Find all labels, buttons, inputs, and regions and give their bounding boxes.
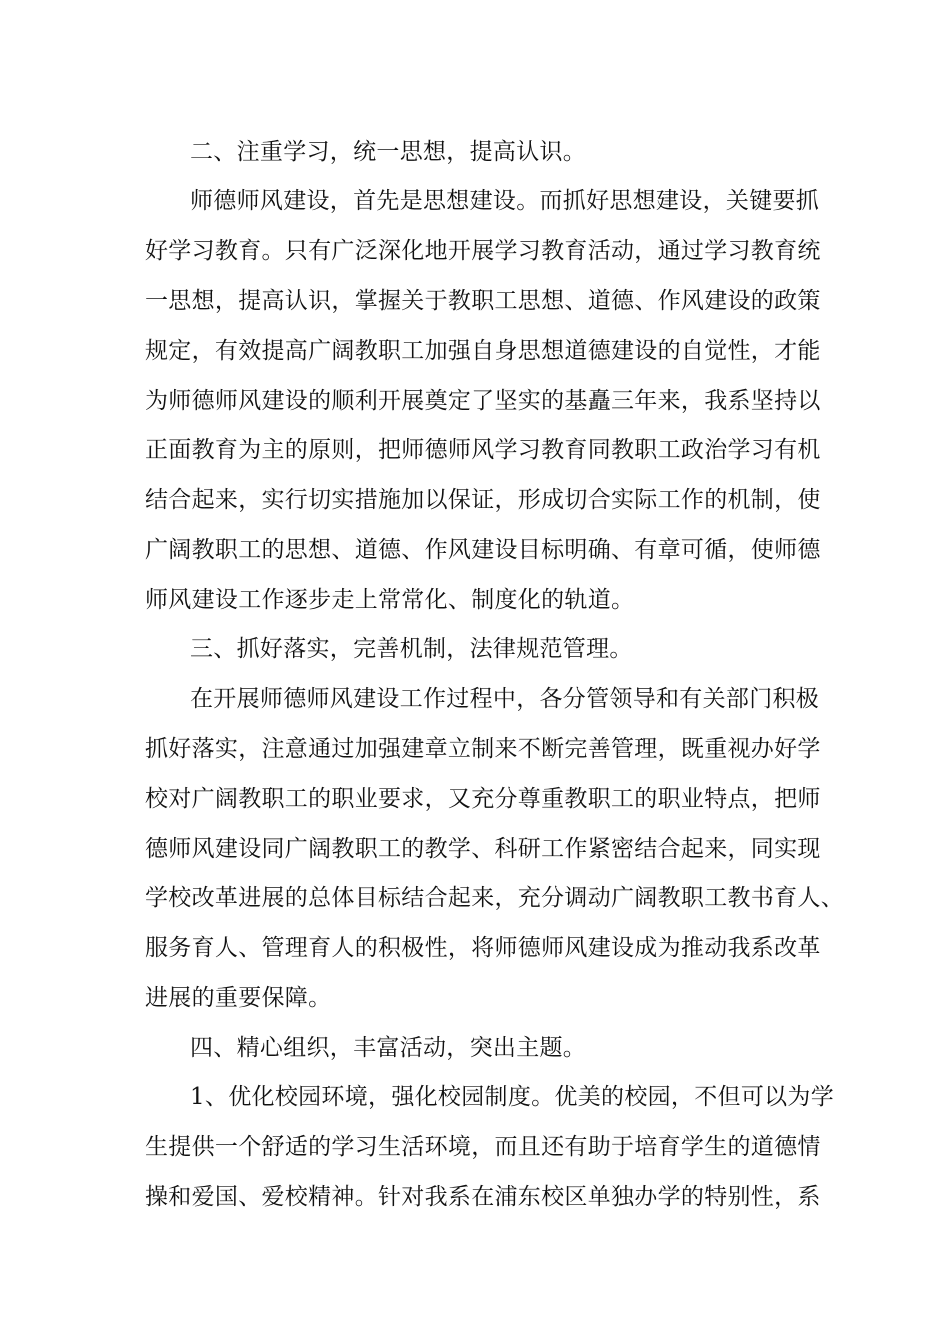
paragraph-line: 在开展师德师风建设工作过程中，各分管领导和有关部门积极 bbox=[190, 686, 820, 712]
heading-section-2: 二、注重学习，统一思想，提高认识。 bbox=[190, 139, 587, 165]
paragraph-line: 操和爱国、爱校精神。针对我系在浦东校区单独办学的特别性，系 bbox=[145, 1184, 821, 1210]
paragraph-line: 师风建设工作逐步走上常常化、制度化的轨道。 bbox=[145, 587, 635, 613]
paragraph-line: 进展的重要保障。 bbox=[145, 985, 332, 1011]
paragraph-line: 好学习教育。只有广泛深化地开展学习教育活动，通过学习教育统 bbox=[145, 238, 821, 264]
paragraph-line: 生提供一个舒适的学习生活环境，而且还有助于培育学生的道德情 bbox=[145, 1134, 821, 1160]
paragraph-line: 1、优化校园环境，强化校园制度。优美的校园，不但可以为学 bbox=[190, 1084, 835, 1110]
paragraph-line: 抓好落实，注意通过加强建章立制来不断完善管理，既重视办好学 bbox=[145, 736, 821, 762]
paragraph-line: 一思想，提高认识，掌握关于教职工思想、道德、作风建设的政策 bbox=[145, 288, 821, 314]
paragraph-line: 服务育人、管理育人的积极性，将师德师风建设成为推动我系改革 bbox=[145, 935, 821, 961]
paragraph-line: 正面教育为主的原则，把师德师风学习教育同教职工政治学习有机 bbox=[145, 437, 821, 463]
paragraph-line: 为师德师风建设的顺利开展奠定了坚实的基矗三年来，我系坚持以 bbox=[145, 388, 821, 414]
heading-section-4: 四、精心组织，丰富活动，突出主题。 bbox=[190, 1035, 587, 1061]
paragraph-line: 结合起来，实行切实措施加以保证，形成切合实际工作的机制，使 bbox=[145, 487, 821, 513]
paragraph-line: 广阔教职工的思想、道德、作风建设目标明确、有章可循，使师德 bbox=[145, 537, 821, 563]
paragraph-line: 校对广阔教职工的职业要求，又充分尊重教职工的职业特点，把师 bbox=[145, 786, 821, 812]
paragraph-line: 规定，有效提高广阔教职工加强自身思想道德建设的自觉性，才能 bbox=[145, 338, 821, 364]
paragraph-line: 德师风建设同广阔教职工的教学、科研工作紧密结合起来，同实现 bbox=[145, 836, 821, 862]
paragraph-line: 学校改革进展的总体目标结合起来，充分调动广阔教职工教书育人、 bbox=[145, 885, 844, 911]
heading-section-3: 三、抓好落实，完善机制，法律规范管理。 bbox=[190, 636, 633, 662]
paragraph-line: 师德师风建设，首先是思想建设。而抓好思想建设，关键要抓 bbox=[190, 188, 820, 214]
